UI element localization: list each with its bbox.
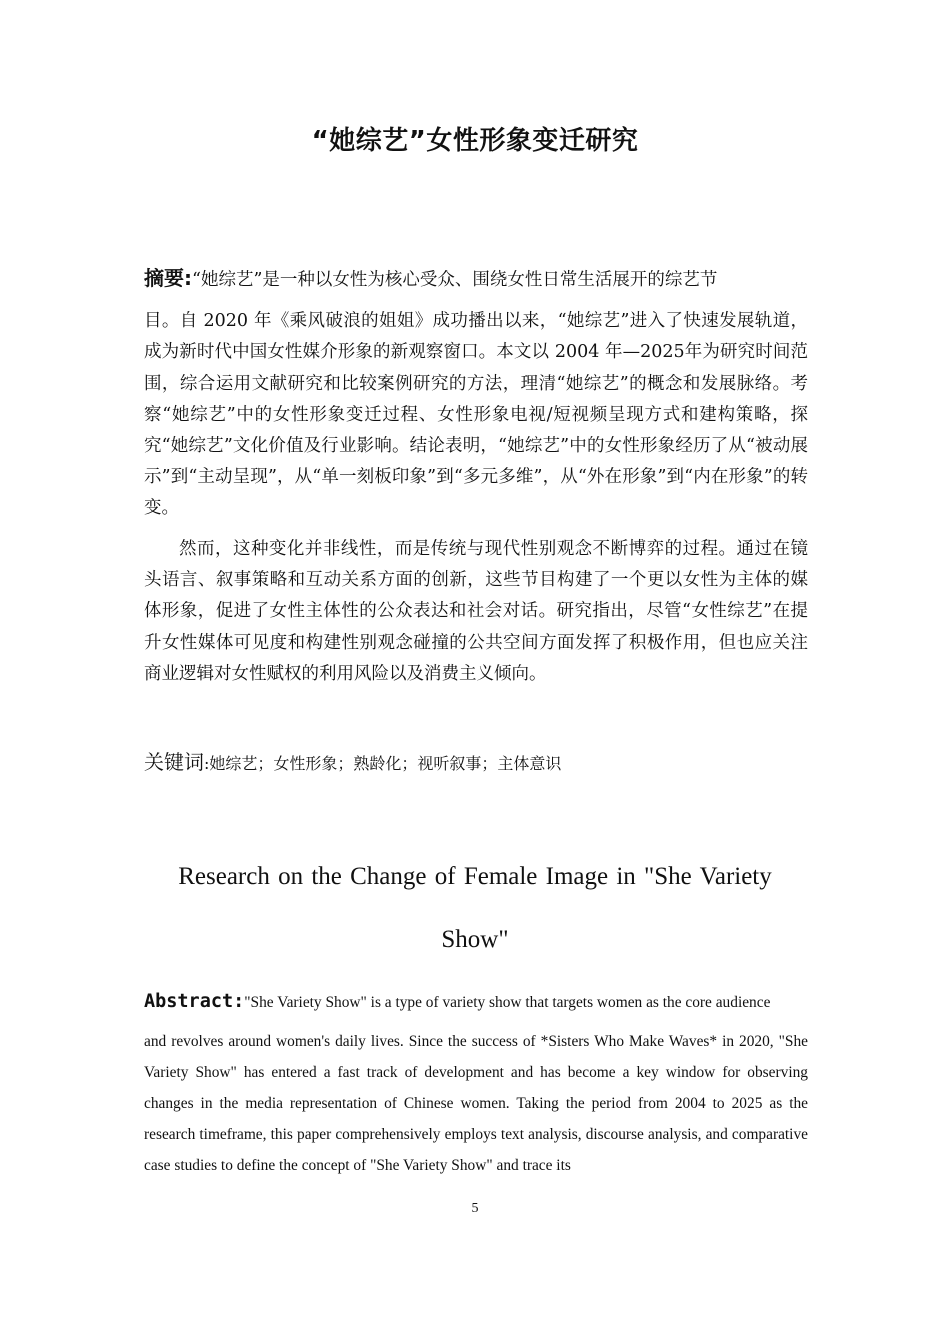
english-abstract: [144, 986, 808, 1181]
chinese-keywords-label: 关键词: [144, 750, 204, 774]
chinese-abstract-opening: “她综艺”是一种以女性为核心受众、围绕女性日常生活展开的综艺节: [192, 270, 718, 290]
english-title: Research on the Change of Female Image in "She Variety Show": [178, 863, 772, 953]
chinese-keywords: [144, 746, 808, 780]
chinese-abstract-first-line: [144, 263, 808, 296]
chinese-abstract: [144, 263, 808, 525]
english-abstract-opening: "She Variety Show" is a type of variety show that targets women as the core audience: [244, 994, 771, 1011]
chinese-abstract-paragraph-2: 然而，这种变化并非线性，而是传统与现代性别观念不断博弈的过程。通过在镜头语言、叙事策略和互动关系方面的创新，这些节目构建了一个更以女性为主体的媒体形象，促进了女性主体性的公众表达和社会对话。研究指出，尽管“女性综艺”在提升女性媒体可见度和构建性别观念碰撞的公共空间方面发挥了积极作用，但也应关注商业逻辑对女性赋权的利用风险以及消费主义倾向。: [144, 539, 808, 684]
english-abstract-label: Abstract:: [144, 991, 245, 1012]
english-abstract-body: and revolves around women's daily lives. Since the success of *Sisters Who Make Waves* in 2020, "She Variety Show" has entered a fast track of development and has become a key window for observing changes in the media representation of Chinese women. Taking the period from 2004 to 2025 as the research timeframe, this paper comprehensively employs text analysis, discourse analysis, and comparative case studies to define the concept of "She Variety Show" and trace its: [144, 1033, 808, 1174]
chinese-abstract-body: 目。自 2020 年《乘风破浪的姐姐》成功播出以来，“她综艺”进入了快速发展轨道，成为新时代中国女性媒介形象的新观察窗口。本文以 2004 年—2025年为研究时间范围，综合运用文献研究和比较案例研究的方法，理清“她综艺”的概念和发展脉络。考察“她综艺”中的女性形象变迁过程、女性形象电视/短视频呈现方式和建构策略，探究“她综艺”文化价值及行业影响。结论表明，“她综艺”中的女性形象经历了从“被动展示”到“主动呈现”，从“单一刻板印象”到“多元多维”，从“外在形象”到“内在形象”的转变。: [144, 311, 808, 519]
chinese-keywords-list: 她综艺；女性形象；熟龄化；视听叙事；主体意识: [209, 754, 562, 773]
english-abstract-first-line: [144, 986, 808, 1018]
chinese-title: “她综艺”女性形象变迁研究: [311, 126, 639, 156]
chinese-keywords-colon: :: [204, 754, 210, 773]
page-number: 5: [471, 1201, 479, 1216]
chinese-abstract-label: 摘要:: [144, 266, 192, 290]
